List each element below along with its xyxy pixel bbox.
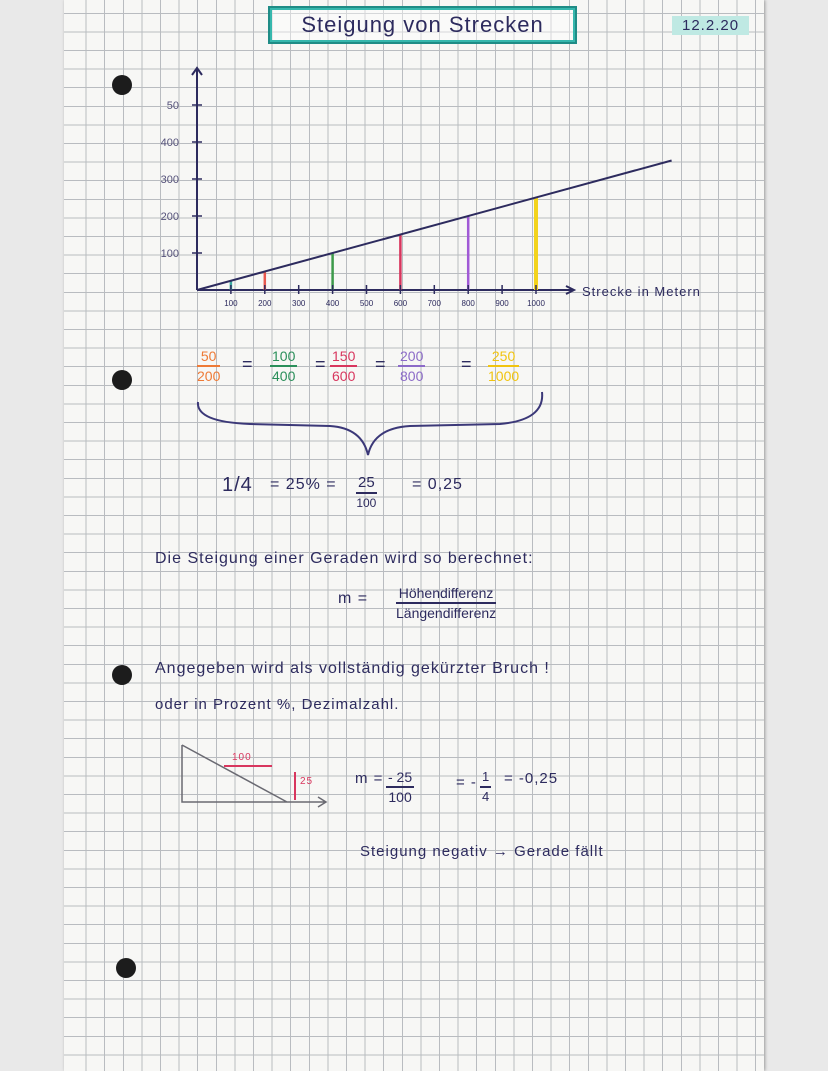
example-eq1: = - xyxy=(456,774,477,791)
x-tick-label: 700 xyxy=(427,299,441,308)
numerator: 150 xyxy=(330,347,357,367)
equals-sign: = xyxy=(375,354,387,374)
denominator: 800 xyxy=(400,368,424,384)
slope-chart xyxy=(0,0,828,330)
percent: = 25% = xyxy=(270,476,337,493)
denominator: Längendifferenz xyxy=(396,605,497,621)
numerator: 25 xyxy=(356,474,377,494)
slope-formula xyxy=(396,584,496,622)
punch-hole xyxy=(116,958,136,978)
numerator: 250 xyxy=(488,347,519,367)
x-tick-label: 900 xyxy=(495,299,509,308)
fraction-100-400 xyxy=(270,347,297,385)
denominator: 100 xyxy=(356,496,377,510)
conclusion: Steigung negativ → Gerade fällt xyxy=(360,843,604,860)
x-tick-label: 100 xyxy=(224,299,238,308)
fraction-25-100 xyxy=(356,474,377,512)
run-label: 100 xyxy=(232,752,252,763)
x-tick-label: 600 xyxy=(393,299,408,308)
numerator: 1 xyxy=(480,768,491,788)
denominator: 100 xyxy=(388,789,412,805)
denominator: 1000 xyxy=(488,368,520,384)
x-tick-label: 500 xyxy=(359,299,374,308)
x-tick-label: 300 xyxy=(292,299,306,308)
numerator: 50 xyxy=(197,347,220,367)
example-m: m = xyxy=(355,770,384,787)
given-line-1: Angegeben wird als vollständig gekürzter Bruch ! xyxy=(155,660,550,677)
y-tick-label: 200 xyxy=(160,211,179,223)
x-axis-label: Strecke in Metern xyxy=(582,284,701,299)
numerator: Höhendifferenz xyxy=(396,584,496,604)
punch-hole xyxy=(112,665,132,685)
denominator: 4 xyxy=(482,789,490,804)
numerator: - 25 xyxy=(386,768,414,788)
equals-sign: = xyxy=(242,354,254,374)
denominator: 200 xyxy=(197,368,221,384)
x-tick-label: 200 xyxy=(258,299,272,308)
decimal: = 0,25 xyxy=(412,476,463,493)
example-decimal: = -0,25 xyxy=(504,770,559,787)
denominator: 600 xyxy=(332,368,356,384)
numerator: 200 xyxy=(398,347,425,367)
equals-sign: = xyxy=(315,354,327,374)
rule-text: Die Steigung einer Geraden wird so berechnet: xyxy=(155,550,534,567)
x-tick-label: 800 xyxy=(461,299,475,308)
y-tick-label: 300 xyxy=(160,174,179,186)
fraction-250-1000 xyxy=(488,347,519,385)
denominator: 400 xyxy=(272,368,296,384)
fraction-150-600 xyxy=(330,347,357,385)
punch-hole xyxy=(112,370,132,390)
date: 12.2.20 xyxy=(672,16,749,35)
quarter-fraction xyxy=(480,768,491,806)
example-fraction xyxy=(386,768,414,806)
given-line-2: oder in Prozent %, Dezimalzahl. xyxy=(155,696,400,713)
quarter: 1/4 xyxy=(222,474,253,496)
equals-sign: = xyxy=(461,354,473,374)
slope-line xyxy=(197,161,672,291)
fraction-200-800 xyxy=(398,347,425,385)
x-tick-label: 400 xyxy=(325,299,340,308)
x-tick-label: 1000 xyxy=(527,299,545,308)
numerator: 100 xyxy=(270,347,297,367)
y-tick-label: 400 xyxy=(160,137,179,149)
formula-m: m = xyxy=(338,590,369,607)
rise-label: 25 xyxy=(300,776,314,787)
page-title: Steigung von Strecken xyxy=(268,6,577,44)
y-tick-label: 100 xyxy=(160,248,179,260)
fraction-50-200 xyxy=(197,347,220,385)
y-tick-label: 50 xyxy=(166,100,179,112)
